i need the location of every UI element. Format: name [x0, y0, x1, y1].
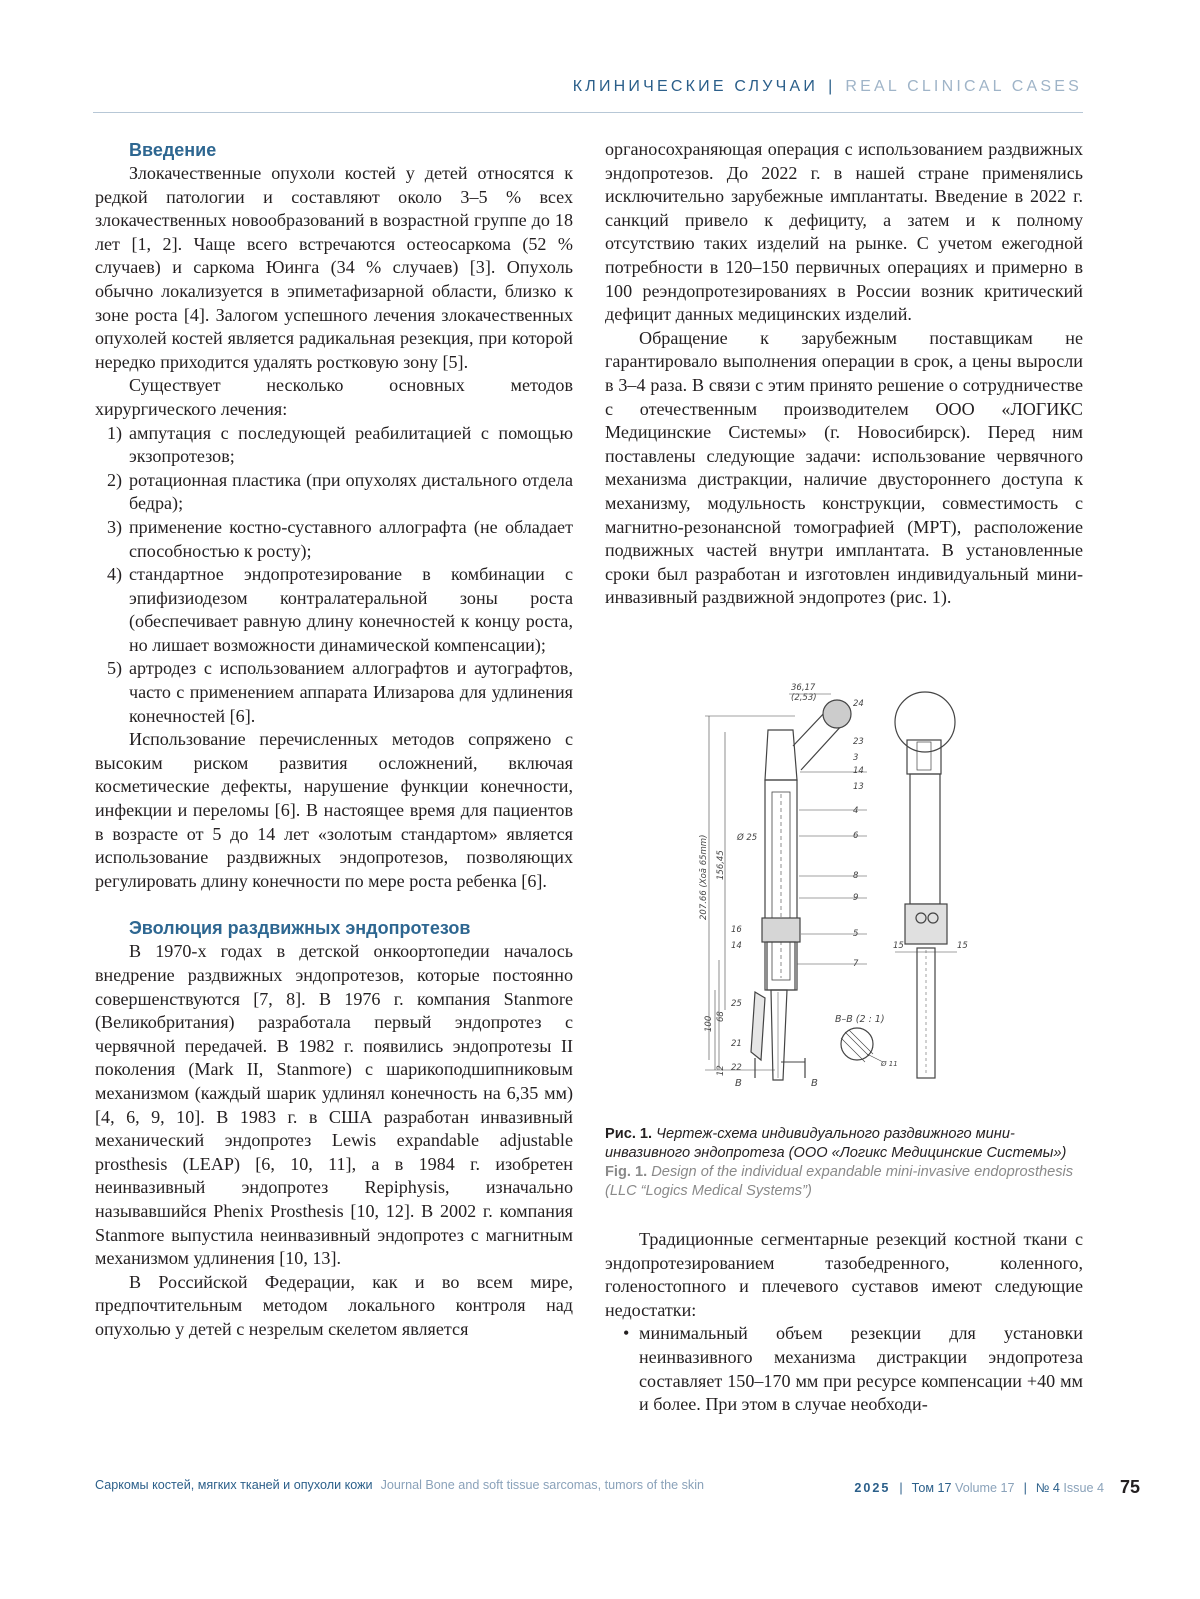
part-number: 15	[957, 941, 968, 951]
issue-info: 2025 | Том 17 Volume 17 | № 4 Issue 4 75	[854, 1477, 1140, 1497]
list-number: 4)	[107, 564, 123, 585]
list-text: стандартное эндопротезирование в комбинации с эпифизиодезом контралатеральной зоны роста (обеспечивает равную длину конечностей к концу роста, но лишает возможности динамической компенсации);	[129, 564, 573, 655]
caption-en	[605, 1163, 1085, 1201]
list-number: 1)	[107, 422, 123, 443]
part-number: 3	[853, 753, 859, 763]
caption-en-text: Design of the individual expandable mini-invasive endoprosthesis (LLC “Logics Medical Systems”)	[605, 1164, 1074, 1199]
section-view-label: B–B (2 : 1)	[835, 1014, 885, 1025]
header-section-ru: КЛИНИЧЕСКИЕ СЛУЧАИ	[572, 78, 819, 95]
issue-ru: № 4	[1035, 1481, 1060, 1495]
dim-label: (2,53)	[791, 693, 817, 703]
journal-title-ru: Саркомы костей, мягких тканей и опухоли кожи	[95, 1478, 373, 1492]
part-number: 9	[853, 893, 859, 903]
part-number: 25	[731, 999, 742, 1009]
dim-label: 207.66 (Xoā 65mm)	[699, 834, 709, 920]
front-neck	[907, 740, 941, 774]
part-number: 14	[731, 941, 742, 951]
front-slot	[917, 742, 931, 770]
issue-en: Issue 4	[1063, 1481, 1104, 1495]
mechanism-block	[762, 918, 800, 942]
caption-ru	[605, 1125, 1085, 1163]
paragraph: Злокачественные опухоли костей у детей относятся к редкой патологии и составляют около 3–5 % всех злокачественных новообразований в возрастной группе до 18 лет [1, 2]. Чаще всего встречаются остеосаркома (52 % случаев) и саркома Юинга (34 % случаев) [3]. Опухоль обычно локализуется в эпиметафизарной области, близко к зоне роста [4]. Залогом успешного лечения злокачественных опухолей костей является радикальная резекция, при которой нередко приходится удалять ростковую зону [5].	[95, 163, 573, 372]
year: 2025	[854, 1481, 891, 1495]
dim-label: 36,17	[791, 683, 816, 693]
stem-fin	[751, 992, 765, 1060]
part-number: 16	[731, 925, 742, 935]
header-section-en: REAL CLINICAL CASES	[845, 78, 1082, 95]
page-footer	[95, 1476, 1140, 1498]
part-number: 6	[853, 831, 859, 841]
drawbacks-list	[605, 1322, 1083, 1416]
list-number: 5)	[107, 658, 123, 679]
front-head	[895, 692, 955, 752]
technical-drawing	[605, 680, 1083, 1110]
paragraph: В 1970-х годах в детской онкоортопедии началось внедрение раздвижных эндопротезов, которые постоянно совершенствуются [7, 8]. В 1976 г. компания Stanmore (Великобритания) разработала первый эндопротез с червячной передачей. В 1982 г. появились эндопротезы II поколения (Mark II, Stanmore) с шарикоподшипниковым механизмом (каждый шарик удлинял конечность на 6,35 мм) [4, 6, 9, 10]. В 1983 г. в США разработан инвазивный механический эндопротез Lewis expandable adjustable prosthesis (LEAP) [6, 10, 11], а в 1984 г. изобретен неинвазивный эндопротез Repiphysis, изначально называвшийся Phenix Prosthesis [10, 12]. В 2002 г. компания Stanmore выпустила неинвазивный эндопротез с магнитным механизмом удлинения [10, 13].	[95, 941, 573, 1269]
list-number: 3)	[107, 516, 123, 537]
dim-label: 68	[716, 1011, 726, 1022]
list-text: ротационная пластика (при опухолях дистального отдела бедра);	[129, 469, 573, 514]
list-text: ампутация с последующей реабилитацией с помощью экзопротезов;	[129, 422, 573, 467]
caption-ru-text: Чертеж-схема индивидуального раздвижного мини-инвазивного эндопротеза (ООО «Логикс Медицинские Системы»)	[605, 1126, 1067, 1161]
part-number: 22	[731, 1063, 742, 1073]
header-divider	[93, 112, 1083, 113]
part-number: 13	[853, 782, 864, 792]
part-number: 21	[731, 1039, 742, 1049]
part-number: 23	[853, 737, 864, 747]
dim-label: Ø 11	[881, 1060, 898, 1068]
right-column-lower	[605, 1228, 1083, 1417]
list-item	[95, 563, 573, 657]
front-shaft	[910, 774, 940, 904]
list-item	[95, 516, 573, 563]
head-block	[765, 730, 797, 780]
front-mechanism	[905, 904, 947, 944]
stem	[771, 990, 787, 1080]
heading-introduction: Введение	[129, 140, 217, 160]
journal-title	[95, 1478, 704, 1492]
part-number: 24	[853, 699, 864, 709]
list-number: 2)	[107, 469, 123, 490]
part-number: 4	[853, 806, 859, 816]
running-header	[573, 78, 1082, 96]
left-column	[95, 138, 573, 1342]
paragraph: Существует несколько основных методов хирургического лечения:	[95, 375, 573, 419]
figure-caption	[605, 1125, 1085, 1201]
section-letter: B	[811, 1078, 818, 1089]
paragraph: Использование перечисленных методов сопряжено с высоким риском развития осложнений, включая косметические дефекты, нарушение функции конечности, инфекции и переломы [6]. В настоящее время для пациентов в возрасте от 5 до 14 лет «золотым стандартом» является использование раздвижных эндопротезов, позволяющих регулировать длину конечности по мере роста ребенка [6].	[95, 729, 573, 891]
list-item	[95, 469, 573, 516]
part-number: 8	[853, 871, 859, 881]
journal-title-en: Journal Bone and soft tissue sarcomas, tumors of the skin	[380, 1478, 704, 1492]
paragraph: органосохраняющая операция с использованием раздвижных эндопротезов. До 2022 г. в нашей стране применялись исключительно зарубежные имплантаты. Введение в 2022 г. санкций привело к дефициту, а затем и к полному отсутствию таких изделий на рынке. С учетом ежегодной потребности в 120–150 первичных операциях и примерно в 100 реэндопротезированиях в России возник критический дефицит данных медицинских изделий.	[605, 139, 1083, 325]
right-column	[605, 138, 1083, 610]
part-number: 7	[853, 959, 859, 969]
part-number: 14	[853, 766, 864, 776]
list-text: минимальный объем резекции для установки неинвазивного механизма дистракции эндопротеза составляет 150–170 мм при ресурсе компенсации +40 мм и более. При этом в случае необходи-	[639, 1323, 1083, 1415]
dim-label: 100	[704, 1015, 714, 1032]
methods-list	[95, 422, 573, 729]
caption-ru-label: Рис. 1.	[605, 1126, 653, 1142]
head-cap	[823, 700, 851, 728]
volume-ru: Том 17	[911, 1481, 952, 1495]
list-text: артродез с использованием аллографтов и аутографтов, часто с применением аппарата Илизарова для удлинения конечностей [6].	[129, 658, 573, 726]
list-item	[605, 1322, 1083, 1416]
page-number: 75	[1119, 1477, 1140, 1497]
paragraph: Обращение к зарубежным поставщикам не гарантировало выполнения операции в срок, а цены выросли в 3–4 раза. В связи с этим принято решение о сотрудничестве с отечественным производителем ООО «ЛОГИКС Медицинские Системы» (г. Новосибирск). Перед ним поставлены следующие задачи: использование червячного механизма дистракции, наличие двустороннего доступа к механизму, модульность конструкции, совместимость с магнитно-резонансной томографией (МРТ), расположение подвижных частей внутри имплантата. В установленные сроки был разработан и изготовлен индивидуальный мини-инвазивный раздвижной эндопротез (рис. 1).	[605, 327, 1083, 608]
dim-label: 156,45	[716, 850, 726, 880]
list-item	[95, 657, 573, 728]
volume-en: Volume 17	[955, 1481, 1015, 1495]
header-separator: |	[828, 78, 836, 95]
list-text: применение костно-суставного аллографта (не обладает способностью к росту);	[129, 516, 573, 561]
list-item	[95, 422, 573, 469]
part-number: 5	[853, 929, 859, 939]
bullet-icon: •	[623, 1323, 630, 1344]
dim-label: 12	[716, 1065, 726, 1076]
paragraph: Традиционные сегментарные резекций костной ткани с эндопротезированием тазобедренного, коленного, голеностопного и плечевого суставов имеют следующие недостатки:	[605, 1229, 1083, 1320]
heading-evolution: Эволюция раздвижных эндопротезов	[129, 918, 471, 939]
caption-en-label: Fig. 1.	[605, 1164, 648, 1180]
part-number: 15	[893, 941, 904, 951]
dim-label: Ø 25	[737, 833, 758, 843]
paragraph: В Российской Федерации, как и во всем мире, предпочтительным методом локального контроля над опухолью у детей с незрелым скелетом является	[95, 1271, 573, 1339]
figure-endoprosthesis-drawing	[605, 680, 1083, 1110]
section-letter: B	[735, 1078, 742, 1089]
